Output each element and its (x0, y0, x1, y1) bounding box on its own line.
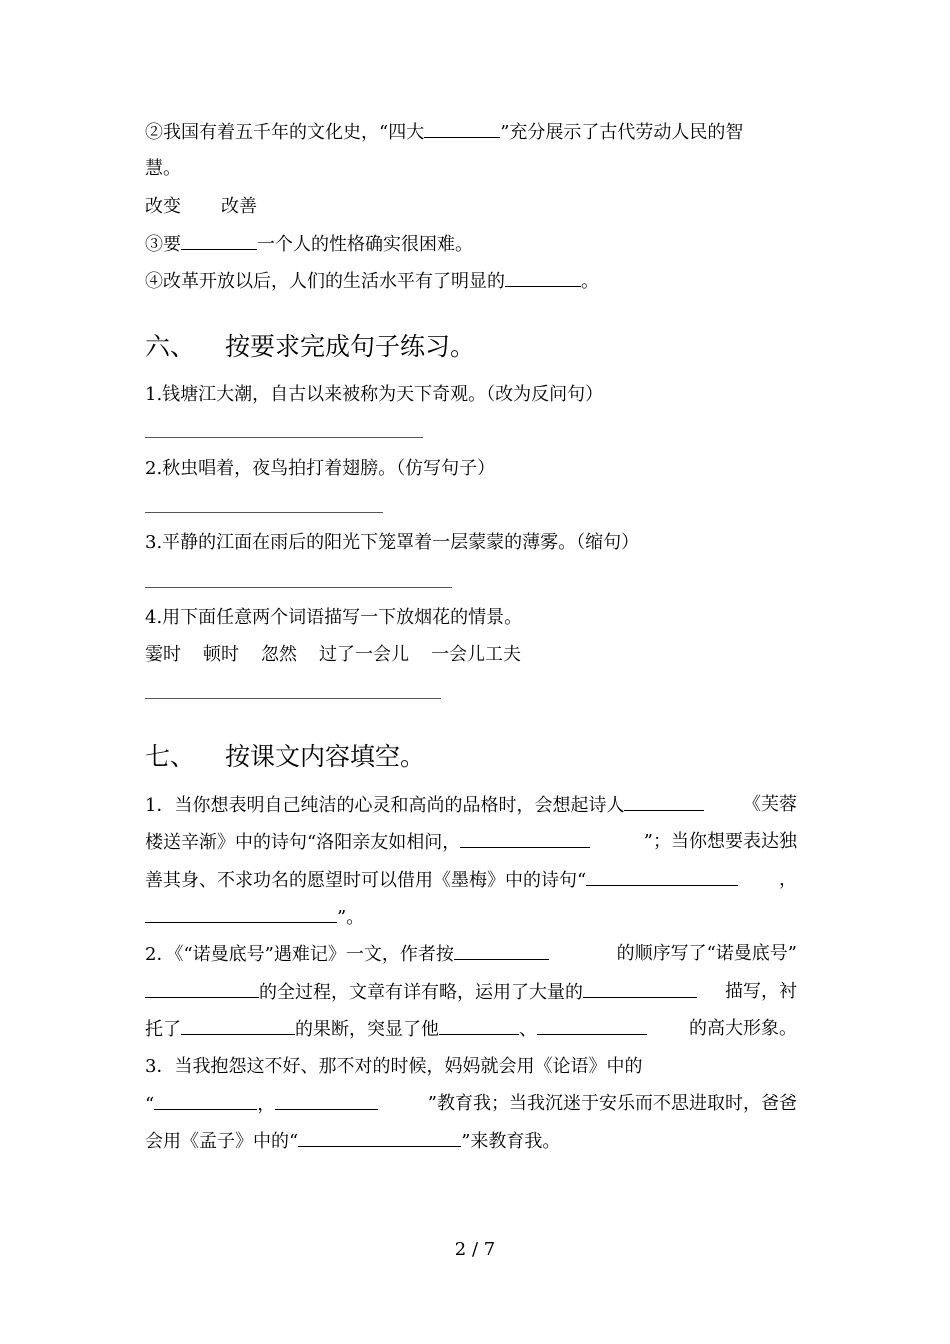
fill-blank[interactable] (145, 905, 337, 923)
p1-text: 善其身、不求功名的愿望时可以借用《墨梅》中的诗句“ (145, 870, 587, 891)
p3-text: “ (145, 1094, 155, 1115)
fill-blank[interactable] (460, 830, 590, 848)
p3-line-1: 3．当我抱怨这不好、那不对的时候，妈妈就会用《论语》中的 (145, 1056, 643, 1077)
page-number: 2 / 7 (454, 1239, 496, 1260)
p1-text: ”。 (337, 907, 365, 928)
item-2-line (145, 120, 743, 145)
answer-line[interactable] (145, 698, 441, 699)
item-3-text-a: ③要 (145, 234, 181, 255)
fill-blank[interactable] (537, 1017, 647, 1035)
p2-text: 的顺序写了“诺曼底号” (616, 943, 797, 964)
fill-blank[interactable] (275, 1092, 378, 1110)
p1-text: ， (779, 869, 797, 890)
word-option: 忽然 (261, 644, 297, 665)
section-number: 六、 (145, 332, 196, 361)
p3-text: ”教育我；当我沉迷于安乐而不思进取时，爸爸 (427, 1093, 797, 1114)
answer-line[interactable] (145, 587, 452, 588)
p1-line-4 (145, 905, 364, 930)
word-bank (145, 643, 543, 667)
item-3-text-b: 一个人的性格确实很困难。 (257, 234, 473, 255)
item-3-line (145, 232, 473, 257)
question-1: 1.钱塘江大潮，自古以来被称为天下奇观。（改为反问句） (145, 384, 604, 405)
fill-blank[interactable] (424, 120, 500, 138)
p3-line-3 (145, 1129, 560, 1154)
question-2: 2.秋虫唱着，夜鸟拍打着翅膀。（仿写句子） (145, 458, 496, 479)
p1-line-1 (145, 793, 797, 818)
fill-blank[interactable] (624, 793, 704, 811)
section-7-heading (145, 741, 425, 773)
p1-text: 楼送辛渐》中的诗句“洛阳亲友如相问， (145, 832, 461, 853)
word-option: 顿时 (203, 644, 239, 665)
p2-line-2 (145, 980, 797, 1005)
p2-line-1 (145, 942, 797, 967)
fill-blank[interactable] (583, 980, 697, 998)
p1-text: 1．当你想表明自己纯洁的心灵和高尚的品格时，会想起诗人 (145, 795, 625, 816)
fill-blank[interactable] (298, 1129, 461, 1147)
p1-line-3 (145, 868, 797, 893)
item-2-continuation: 慧。 (145, 158, 181, 179)
word-option: 一会儿工夫 (431, 644, 521, 665)
question-3: 3.平静的江面在雨后的阳光下笼罩着一层蒙蒙的薄雾。（缩句） (145, 532, 640, 553)
section-number: 七、 (145, 742, 196, 771)
fill-blank[interactable] (505, 269, 581, 287)
p2-text: 描写，衬 (725, 981, 797, 1002)
fill-blank[interactable] (454, 942, 549, 960)
fill-blank[interactable] (154, 1092, 257, 1110)
item-2-text-a: ②我国有着五千年的文化史，“四大 (145, 122, 425, 143)
p2-text: 的果断，突显了他 (295, 1019, 439, 1040)
word-bank (145, 195, 279, 219)
question-4: 4.用下面任意两个词语描写一下放烟花的情景。 (145, 607, 523, 628)
section-title: 按课文内容填空。 (225, 742, 426, 771)
p2-text: 的高大形象。 (689, 1018, 797, 1039)
fill-blank[interactable] (181, 1017, 295, 1035)
p1-text: 《芙蓉 (743, 794, 797, 815)
item-4-text-b: 。 (581, 271, 599, 292)
section-title: 按要求完成句子练习。 (225, 332, 476, 361)
p3-text: ”来教育我。 (461, 1131, 561, 1152)
p1-line-2 (145, 830, 797, 855)
fill-blank[interactable] (586, 868, 738, 886)
item-2-text-b: ”充分展示了古代劳动人民的智 (500, 122, 744, 143)
p2-text: 托了 (145, 1019, 181, 1040)
p2-line-3 (145, 1017, 797, 1042)
word-option: 过了一会儿 (319, 644, 409, 665)
fill-blank[interactable] (145, 980, 259, 998)
word-option: 霎时 (145, 644, 181, 665)
p2-text: 的全过程，文章有详有略，运用了大量的 (259, 982, 583, 1003)
item-4-text-a: ④改革开放以后，人们的生活水平有了明显的 (145, 271, 505, 292)
p3-text: 会用《孟子》中的“ (145, 1131, 299, 1152)
p3-line-2 (145, 1092, 797, 1117)
word-option: 改变 (145, 196, 181, 217)
p1-text: ”；当你想要表达独 (643, 831, 797, 852)
answer-line[interactable] (145, 437, 423, 438)
fill-blank[interactable] (181, 232, 257, 250)
p2-text: 、 (519, 1019, 537, 1040)
answer-line[interactable] (145, 512, 383, 513)
item-4-line (145, 269, 599, 294)
word-option: 改善 (221, 196, 257, 217)
p2-text: 2．《“诺曼底号”遇难记》一文，作者按 (145, 944, 454, 965)
fill-blank[interactable] (439, 1017, 519, 1035)
p3-text: ， (257, 1094, 276, 1115)
section-6-heading (145, 331, 475, 363)
